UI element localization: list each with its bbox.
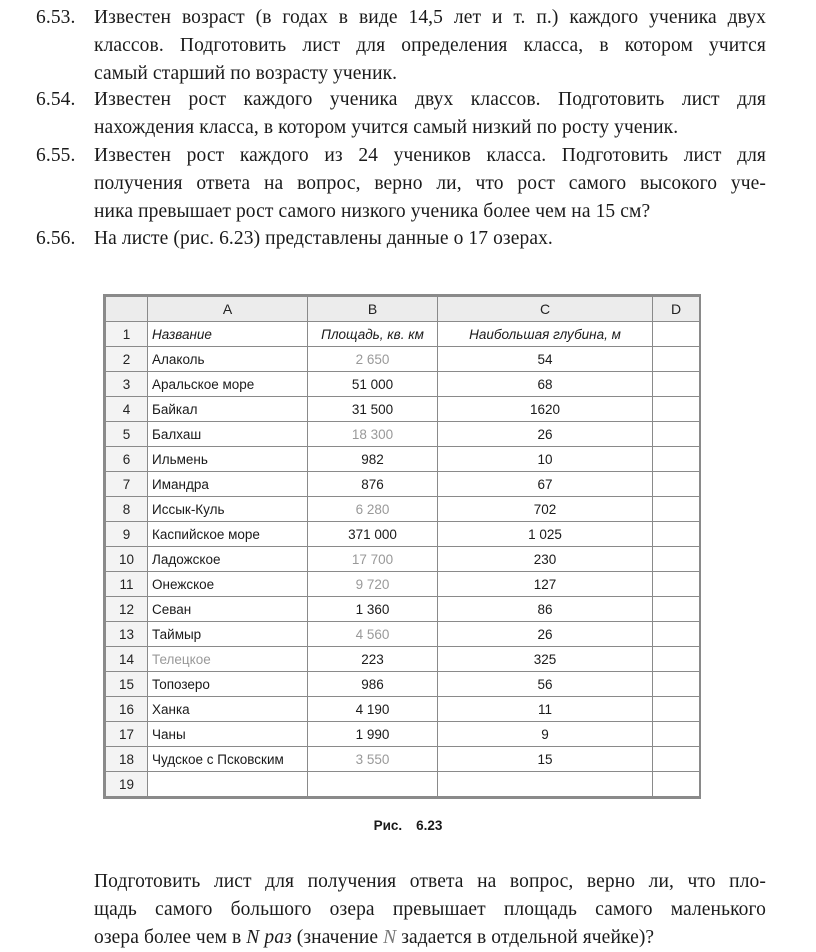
task-text-line: получения ответа на вопрос, верно ли, что рост самого высокого уче- [94,173,766,194]
empty-cell [653,547,700,572]
column-header-a: A [148,297,308,322]
figure-caption: Рис. 6.23 [373,818,443,833]
lake-name: Алаколь [148,347,308,372]
lake-name: Имандра [148,472,308,497]
lake-name: Иссык-Куль [148,497,308,522]
task-text-line: Подготовить лист для получения ответа на вопрос, верно ли, что пло- [94,871,766,892]
empty-cell [653,572,700,597]
lake-area: 3 550 [308,747,438,772]
empty-cell [653,422,700,447]
table-row [106,447,700,472]
header-area: Площадь, кв. км [308,322,438,347]
row-number: 13 [106,622,148,647]
row-number: 3 [106,372,148,397]
table-row [106,597,700,622]
table-row [106,622,700,647]
empty-cell [653,772,700,797]
row-number: 10 [106,547,148,572]
lake-depth: 67 [438,472,653,497]
row-number: 19 [106,772,148,797]
lake-depth: 127 [438,572,653,597]
lake-depth: 10 [438,447,653,472]
lake-name: Балхаш [148,422,308,447]
lake-area: 51 000 [308,372,438,397]
lake-area: 4 190 [308,697,438,722]
lake-name: Чаны [148,722,308,747]
empty-cell [653,322,700,347]
lake-depth: 68 [438,372,653,397]
lake-area: 31 500 [308,397,438,422]
empty-cell [653,397,700,422]
lake-depth: 26 [438,622,653,647]
task-number: 6.54. [36,89,76,110]
row-number: 11 [106,572,148,597]
lake-depth: 1 025 [438,522,653,547]
empty-cell [653,597,700,622]
row-number: 15 [106,672,148,697]
empty-cell [653,447,700,472]
task-text-line: классов. Подготовить лист для определения класса, в котором учится [94,35,766,56]
task-6-56-question [94,868,766,952]
lake-depth: 325 [438,647,653,672]
empty-cell [653,697,700,722]
lakes-table [105,296,700,797]
task-6-54: 6.54. Известен рост каждого ученика двух классов. Подготовить лист для нахождения класса, в котором учится самый низкий по росту ученик. [36,86,766,142]
task-text-line: нахождения класса, в котором учится самый низкий по росту ученик. [94,117,679,138]
table-row [106,522,700,547]
task-text-line: щадь самого большого озера превышает площадь самого маленького [94,899,766,920]
lake-area: 371 000 [308,522,438,547]
table-row [106,472,700,497]
lake-area: 6 280 [308,497,438,522]
lake-name: Онежское [148,572,308,597]
lake-area: 2 650 [308,347,438,372]
empty-cell [438,772,653,797]
empty-cell [653,472,700,497]
task-number: 6.55. [36,145,76,166]
row-number: 5 [106,422,148,447]
table-row [106,747,700,772]
table-row [106,697,700,722]
header-name: Название [148,322,308,347]
row-number: 17 [106,722,148,747]
lake-depth: 11 [438,697,653,722]
empty-cell [653,347,700,372]
row-number: 8 [106,497,148,522]
table-row [106,347,700,372]
lake-name: Таймыр [148,622,308,647]
table-row [106,647,700,672]
task-text-line: озера более чем в N раз (значение N задается в отдельной ячейке)? [94,927,655,948]
lake-name: Севан [148,597,308,622]
empty-cell [653,372,700,397]
empty-cell [653,522,700,547]
column-header-row [106,297,700,322]
lake-name: Чудское с Псковским [148,747,308,772]
lake-area: 9 720 [308,572,438,597]
column-header-b: B [308,297,438,322]
lake-area: 18 300 [308,422,438,447]
lake-name: Аральское море [148,372,308,397]
row-number: 4 [106,397,148,422]
row-number: 7 [106,472,148,497]
empty-cell [308,772,438,797]
task-text-line: ника превышает рост самого низкого ученика более чем на 15 см? [94,201,651,222]
row-number: 16 [106,697,148,722]
table-row [106,722,700,747]
row-number: 14 [106,647,148,672]
task-6-56: 6.56. На листе (рис. 6.23) представлены данные о 17 озерах. [36,225,766,253]
lake-depth: 15 [438,747,653,772]
row-number: 6 [106,447,148,472]
empty-cell [653,497,700,522]
lake-depth: 9 [438,722,653,747]
table-row [106,422,700,447]
task-6-55: 6.55. Известен рост каждого из 24 учеников класса. Подготовить лист для получения ответа на вопрос, верно ли, что рост самого высокого уче- ника превышает рост самого низкого ученика более чем на 15 см? [36,142,766,226]
lake-name: Телецкое [148,647,308,672]
table-row [106,547,700,572]
lake-area: 982 [308,447,438,472]
table-row [106,397,700,422]
lake-area: 223 [308,647,438,672]
row-number: 1 [106,322,148,347]
corner-cell [106,297,148,322]
task-6-53: 6.53. Известен возраст (в годах в виде 14,5 лет и т. п.) каждого ученика двух классов. Подготовить лист для определения класса, в котором учится самый старший по возрасту ученик. [36,4,766,88]
table-header-row [106,322,700,347]
lake-area: 876 [308,472,438,497]
column-header-d: D [653,297,700,322]
lake-name: Ладожское [148,547,308,572]
empty-cell [653,722,700,747]
task-number: 6.53. [36,7,76,28]
lake-name: Ильмень [148,447,308,472]
empty-cell [653,647,700,672]
lake-depth: 86 [438,597,653,622]
column-header-c: C [438,297,653,322]
table-row [106,672,700,697]
empty-cell [653,747,700,772]
empty-row [106,772,700,797]
row-number: 12 [106,597,148,622]
empty-cell [653,672,700,697]
table-row [106,372,700,397]
row-number: 18 [106,747,148,772]
lake-area: 1 360 [308,597,438,622]
empty-cell [653,622,700,647]
lake-depth: 26 [438,422,653,447]
lake-area: 1 990 [308,722,438,747]
empty-cell [148,772,308,797]
row-number: 9 [106,522,148,547]
lake-depth: 56 [438,672,653,697]
spreadsheet-figure [103,294,701,799]
lake-name: Байкал [148,397,308,422]
row-number: 2 [106,347,148,372]
lake-depth: 702 [438,497,653,522]
table-row [106,497,700,522]
task-number: 6.56. [36,228,76,249]
header-depth: Наибольшая глубина, м [438,322,653,347]
lake-name: Топозеро [148,672,308,697]
table-row [106,572,700,597]
lake-name: Каспийское море [148,522,308,547]
lake-name: Ханка [148,697,308,722]
lake-area: 17 700 [308,547,438,572]
lake-depth: 1620 [438,397,653,422]
task-text-line: самый старший по возрасту ученик. [94,63,398,84]
lake-depth: 54 [438,347,653,372]
lake-area: 986 [308,672,438,697]
lake-area: 4 560 [308,622,438,647]
lake-depth: 230 [438,547,653,572]
